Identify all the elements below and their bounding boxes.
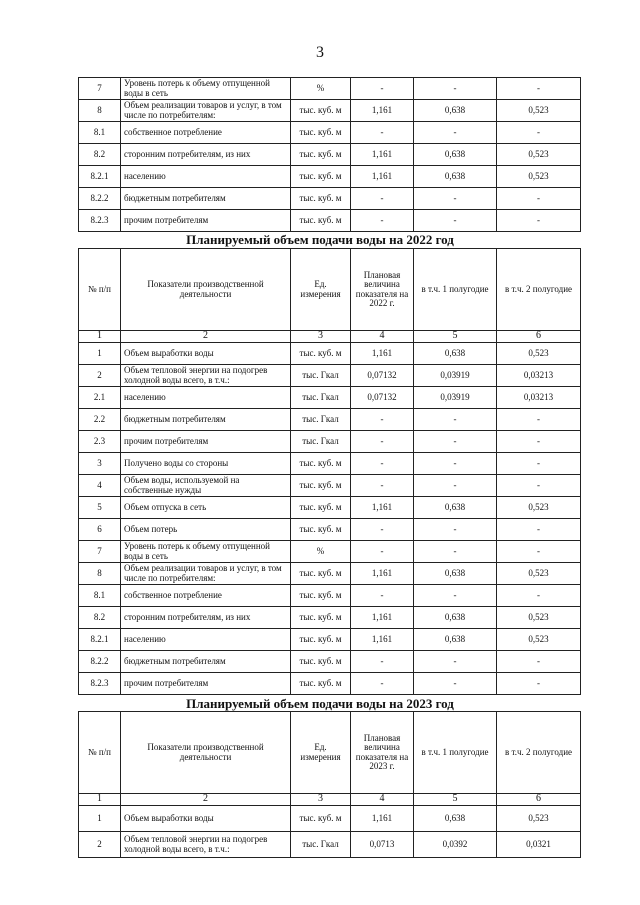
row-half2-value: -	[497, 673, 581, 695]
table-2022	[78, 248, 581, 695]
row-indicator: населению	[121, 166, 291, 188]
row-unit: тыс. куб. м	[291, 563, 351, 585]
row-half2-value: 0,523	[497, 563, 581, 585]
header-unit: Ед. измерения	[291, 249, 351, 331]
table-row	[79, 409, 581, 431]
row-number: 8.2	[79, 607, 121, 629]
row-half1-value: -	[414, 188, 497, 210]
row-unit: тыс. Гкал	[291, 832, 351, 858]
row-half2-value: -	[497, 409, 581, 431]
row-plan-value: -	[351, 409, 414, 431]
row-half1-value: -	[414, 585, 497, 607]
row-indicator: Объем отпуска в сеть	[121, 497, 291, 519]
row-number: 7	[79, 541, 121, 563]
row-half2-value: -	[497, 475, 581, 497]
col-number: 4	[351, 794, 414, 806]
row-indicator: Объем потерь	[121, 519, 291, 541]
row-unit: тыс. куб. м	[291, 343, 351, 365]
row-indicator: Уровень потерь к объему отпущенной воды в сеть	[121, 78, 291, 100]
col-number: 1	[79, 331, 121, 343]
row-indicator: населению	[121, 629, 291, 651]
row-indicator: сторонним потребителям, из них	[121, 607, 291, 629]
table-row	[79, 585, 581, 607]
header-indicator: Показатели производственной деятельности	[121, 249, 291, 331]
row-indicator: Объем тепловой энергии на подогрев холодной воды всего, в т.ч.:	[121, 832, 291, 858]
header-half2: в т.ч. 2 полугодие	[497, 249, 581, 331]
table-2023-body	[79, 712, 581, 858]
table-row	[79, 832, 581, 858]
row-half2-value: 0,523	[497, 343, 581, 365]
row-plan-value: 0,07132	[351, 387, 414, 409]
table-row	[79, 475, 581, 497]
row-number: 8.2.1	[79, 629, 121, 651]
row-unit: тыс. Гкал	[291, 409, 351, 431]
row-plan-value: -	[351, 519, 414, 541]
row-unit: тыс. куб. м	[291, 144, 351, 166]
table-row	[79, 431, 581, 453]
row-half1-value: -	[414, 431, 497, 453]
row-plan-value: -	[351, 78, 414, 100]
row-unit: тыс. куб. м	[291, 475, 351, 497]
row-number: 8.2.3	[79, 673, 121, 695]
row-half1-value: 0,638	[414, 166, 497, 188]
row-indicator: прочим потребителям	[121, 210, 291, 232]
row-indicator: Объем тепловой энергии на подогрев холодной воды всего, в т.ч.:	[121, 365, 291, 387]
row-half2-value: -	[497, 541, 581, 563]
row-half1-value: 0,638	[414, 563, 497, 585]
row-half1-value: 0,638	[414, 144, 497, 166]
row-indicator: собственное потребление	[121, 585, 291, 607]
row-number: 1	[79, 806, 121, 832]
row-number: 6	[79, 519, 121, 541]
row-half2-value: 0,0321	[497, 832, 581, 858]
row-number: 2.1	[79, 387, 121, 409]
col-number: 1	[79, 794, 121, 806]
col-number: 5	[414, 794, 497, 806]
table-row	[79, 673, 581, 695]
row-unit: тыс. Гкал	[291, 431, 351, 453]
row-unit: тыс. куб. м	[291, 188, 351, 210]
row-half1-value: -	[414, 210, 497, 232]
row-number: 8.1	[79, 122, 121, 144]
table-row	[79, 78, 581, 100]
header-half2: в т.ч. 2 полугодие	[497, 712, 581, 794]
row-half1-value: -	[414, 651, 497, 673]
row-half1-value: -	[414, 122, 497, 144]
row-unit: тыс. куб. м	[291, 629, 351, 651]
row-plan-value: 0,0713	[351, 832, 414, 858]
row-number: 2.2	[79, 409, 121, 431]
row-number: 8	[79, 563, 121, 585]
row-unit: тыс. куб. м	[291, 673, 351, 695]
header-plan: Плановая величина показателя на 2022 г.	[351, 249, 414, 331]
column-number-row	[79, 331, 581, 343]
row-plan-value: -	[351, 673, 414, 695]
row-half1-value: -	[414, 475, 497, 497]
row-indicator: собственное потребление	[121, 122, 291, 144]
table-continuation-body	[79, 78, 581, 232]
row-plan-value: 1,161	[351, 343, 414, 365]
row-half1-value: -	[414, 78, 497, 100]
row-number: 8.2.2	[79, 651, 121, 673]
table-row	[79, 563, 581, 585]
row-indicator: Получено воды со стороны	[121, 453, 291, 475]
header-number: № п/п	[79, 249, 121, 331]
table-row	[79, 343, 581, 365]
row-indicator: прочим потребителям	[121, 431, 291, 453]
table-row	[79, 144, 581, 166]
row-indicator: населению	[121, 387, 291, 409]
col-number: 3	[291, 331, 351, 343]
table-2023	[78, 711, 581, 858]
row-unit: тыс. куб. м	[291, 210, 351, 232]
row-plan-value: -	[351, 541, 414, 563]
col-number: 6	[497, 794, 581, 806]
row-plan-value: 1,161	[351, 100, 414, 122]
row-indicator: Объем выработки воды	[121, 806, 291, 832]
row-unit: тыс. куб. м	[291, 100, 351, 122]
row-half2-value: -	[497, 431, 581, 453]
row-number: 8	[79, 100, 121, 122]
row-indicator: сторонним потребителям, из них	[121, 144, 291, 166]
row-plan-value: 1,161	[351, 144, 414, 166]
table-row	[79, 100, 581, 122]
row-number: 7	[79, 78, 121, 100]
row-unit: тыс. куб. м	[291, 166, 351, 188]
row-half1-value: 0,03919	[414, 387, 497, 409]
row-half2-value: -	[497, 122, 581, 144]
row-half1-value: 0,638	[414, 629, 497, 651]
row-half2-value: 0,523	[497, 144, 581, 166]
row-number: 2	[79, 832, 121, 858]
table-header-row	[79, 249, 581, 331]
row-unit: тыс. куб. м	[291, 585, 351, 607]
row-unit: тыс. Гкал	[291, 365, 351, 387]
table-continuation	[78, 77, 581, 232]
col-number: 2	[121, 331, 291, 343]
row-plan-value: 1,161	[351, 497, 414, 519]
row-indicator: бюджетным потребителям	[121, 651, 291, 673]
row-number: 3	[79, 453, 121, 475]
row-unit: тыс. куб. м	[291, 519, 351, 541]
row-plan-value: -	[351, 210, 414, 232]
row-plan-value: -	[351, 453, 414, 475]
row-half2-value: 0,523	[497, 497, 581, 519]
table-row	[79, 453, 581, 475]
col-number: 2	[121, 794, 291, 806]
row-number: 8.2.1	[79, 166, 121, 188]
row-plan-value: 1,161	[351, 563, 414, 585]
row-half2-value: -	[497, 188, 581, 210]
row-number: 1	[79, 343, 121, 365]
table-row	[79, 541, 581, 563]
col-number: 6	[497, 331, 581, 343]
header-unit: Ед. измерения	[291, 712, 351, 794]
row-unit: тыс. куб. м	[291, 607, 351, 629]
header-plan: Плановая величина показателя на 2023 г.	[351, 712, 414, 794]
row-plan-value: -	[351, 475, 414, 497]
row-half1-value: 0,638	[414, 100, 497, 122]
col-number: 4	[351, 331, 414, 343]
row-half1-value: -	[414, 673, 497, 695]
table-row	[79, 387, 581, 409]
row-plan-value: -	[351, 585, 414, 607]
section-title-2023: Планируемый объем подачи воды на 2023 год	[186, 696, 454, 711]
row-half2-value: -	[497, 651, 581, 673]
table-row	[79, 651, 581, 673]
row-number: 8.2.2	[79, 188, 121, 210]
row-unit: тыс. куб. м	[291, 651, 351, 673]
row-plan-value: 0,07132	[351, 365, 414, 387]
page-number: 3	[316, 44, 324, 61]
row-half2-value: 0,523	[497, 806, 581, 832]
row-half2-value: -	[497, 210, 581, 232]
row-half1-value: -	[414, 453, 497, 475]
row-half1-value: -	[414, 519, 497, 541]
row-half2-value: -	[497, 78, 581, 100]
row-unit: тыс. куб. м	[291, 453, 351, 475]
header-number: № п/п	[79, 712, 121, 794]
row-number: 2	[79, 365, 121, 387]
row-half1-value: -	[414, 541, 497, 563]
row-plan-value: 1,161	[351, 607, 414, 629]
row-half2-value: 0,523	[497, 166, 581, 188]
col-number: 3	[291, 794, 351, 806]
row-half1-value: 0,0392	[414, 832, 497, 858]
row-half2-value: 0,523	[497, 607, 581, 629]
table-row	[79, 629, 581, 651]
row-unit: тыс. куб. м	[291, 806, 351, 832]
row-half2-value: 0,523	[497, 629, 581, 651]
row-indicator: Объем выработки воды	[121, 343, 291, 365]
row-half1-value: 0,638	[414, 343, 497, 365]
row-number: 4	[79, 475, 121, 497]
row-half2-value: -	[497, 519, 581, 541]
row-unit: тыс. куб. м	[291, 122, 351, 144]
row-number: 8.2	[79, 144, 121, 166]
row-half2-value: 0,03213	[497, 387, 581, 409]
row-number: 2.3	[79, 431, 121, 453]
row-indicator: Уровень потерь к объему отпущенной воды в сеть	[121, 541, 291, 563]
table-row	[79, 188, 581, 210]
table-row	[79, 210, 581, 232]
row-plan-value: 1,161	[351, 629, 414, 651]
row-number: 5	[79, 497, 121, 519]
row-plan-value: 1,161	[351, 166, 414, 188]
row-unit: тыс. куб. м	[291, 497, 351, 519]
section-title-2022: Планируемый объем подачи воды на 2022 год	[186, 232, 454, 247]
table-row	[79, 166, 581, 188]
row-number: 8.2.3	[79, 210, 121, 232]
table-row	[79, 122, 581, 144]
row-half1-value: -	[414, 409, 497, 431]
header-indicator: Показатели производственной деятельности	[121, 712, 291, 794]
row-indicator: прочим потребителям	[121, 673, 291, 695]
table-header-row	[79, 712, 581, 794]
table-row	[79, 806, 581, 832]
row-indicator: Объем реализации товаров и услуг, в том числе по потребителям:	[121, 100, 291, 122]
row-plan-value: -	[351, 122, 414, 144]
header-half1: в т.ч. 1 полугодие	[414, 249, 497, 331]
row-plan-value: -	[351, 431, 414, 453]
row-half2-value: 0,03213	[497, 365, 581, 387]
row-half1-value: 0,638	[414, 497, 497, 519]
col-number: 5	[414, 331, 497, 343]
row-half1-value: 0,03919	[414, 365, 497, 387]
row-unit: %	[291, 541, 351, 563]
row-indicator: Объем воды, используемой на собственные нужды	[121, 475, 291, 497]
row-half2-value: -	[497, 585, 581, 607]
column-number-row	[79, 794, 581, 806]
row-number: 8.1	[79, 585, 121, 607]
table-2022-body	[79, 249, 581, 695]
row-half1-value: 0,638	[414, 607, 497, 629]
row-unit: %	[291, 78, 351, 100]
row-plan-value: -	[351, 188, 414, 210]
row-unit: тыс. Гкал	[291, 387, 351, 409]
row-indicator: бюджетным потребителям	[121, 188, 291, 210]
row-indicator: Объем реализации товаров и услуг, в том числе по потребителям:	[121, 563, 291, 585]
table-row	[79, 365, 581, 387]
row-half2-value: 0,523	[497, 100, 581, 122]
table-row	[79, 519, 581, 541]
row-indicator: бюджетным потребителям	[121, 409, 291, 431]
row-half2-value: -	[497, 453, 581, 475]
table-row	[79, 607, 581, 629]
table-row	[79, 497, 581, 519]
row-half1-value: 0,638	[414, 806, 497, 832]
row-plan-value: -	[351, 651, 414, 673]
row-plan-value: 1,161	[351, 806, 414, 832]
header-half1: в т.ч. 1 полугодие	[414, 712, 497, 794]
